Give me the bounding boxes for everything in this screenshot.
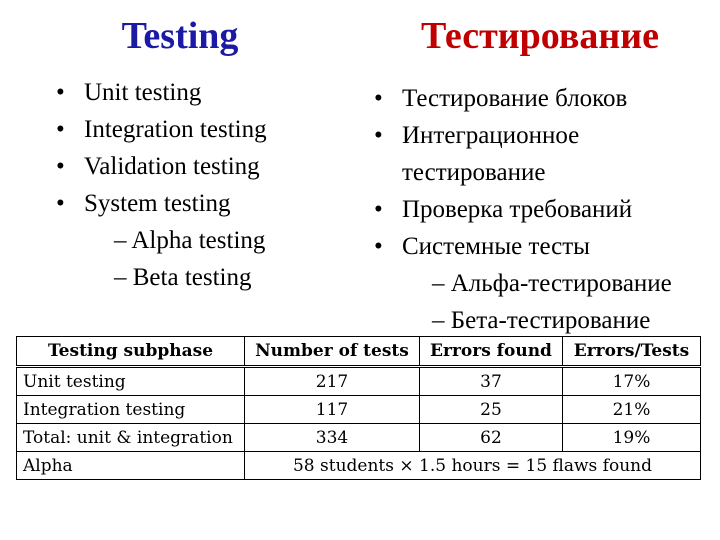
sub-bullet-item: – Alpha testing — [114, 222, 356, 259]
cell-errors: 37 — [420, 367, 563, 396]
cell-number: 117 — [245, 396, 420, 424]
sub-bullet-item: – Альфа-тестирование — [432, 265, 714, 302]
testing-results-table — [16, 336, 701, 480]
cell-number: 217 — [245, 367, 420, 396]
bullet-item: • Integration testing — [56, 111, 356, 148]
sub-bullet-item: – Beta testing — [114, 259, 356, 296]
table-row — [17, 424, 701, 452]
column-header-number-of-tests: Number of tests — [245, 337, 420, 367]
bullet-item: • Validation testing — [56, 148, 356, 185]
cell-ratio: 19% — [563, 424, 701, 452]
cell-subphase: Total: unit & integration — [17, 424, 245, 452]
cell-subphase: Unit testing — [17, 367, 245, 396]
bullet-item — [56, 185, 356, 296]
bullet-item — [374, 228, 714, 339]
cell-alpha-note: 58 students × 1.5 hours = 15 flaws found — [245, 452, 701, 480]
cell-errors: 25 — [420, 396, 563, 424]
column-header-errors-per-test: Errors/Tests — [563, 337, 701, 367]
table-row-alpha — [17, 452, 701, 480]
cell-ratio: 21% — [563, 396, 701, 424]
sub-bullet-list — [84, 222, 356, 296]
cell-subphase: Alpha — [17, 452, 245, 480]
bullet-item-label: Системные тесты — [402, 233, 590, 260]
left-bullet-list — [56, 74, 356, 296]
sub-bullet-item: – Бета-тестирование — [432, 302, 714, 339]
column-header-subphase: Testing subphase — [17, 337, 245, 367]
right-bullet-list — [374, 80, 714, 339]
table-header-row — [17, 337, 701, 367]
table-row — [17, 396, 701, 424]
bullet-item-label: System testing — [84, 190, 231, 217]
cell-ratio: 17% — [563, 367, 701, 396]
bullet-item: • Проверка требований — [374, 191, 714, 228]
left-title: Testing — [121, 15, 239, 57]
column-header-errors-found: Errors found — [420, 337, 563, 367]
cell-subphase: Integration testing — [17, 396, 245, 424]
sub-bullet-list — [402, 265, 714, 339]
cell-number: 334 — [245, 424, 420, 452]
bullet-item: • Unit testing — [56, 74, 356, 111]
table-row — [17, 367, 701, 396]
cell-errors: 62 — [420, 424, 563, 452]
bullet-item: • Интеграционное тестирование — [374, 117, 714, 191]
right-title: Тестирование — [420, 15, 660, 57]
bullet-item: • Тестирование блоков — [374, 80, 714, 117]
